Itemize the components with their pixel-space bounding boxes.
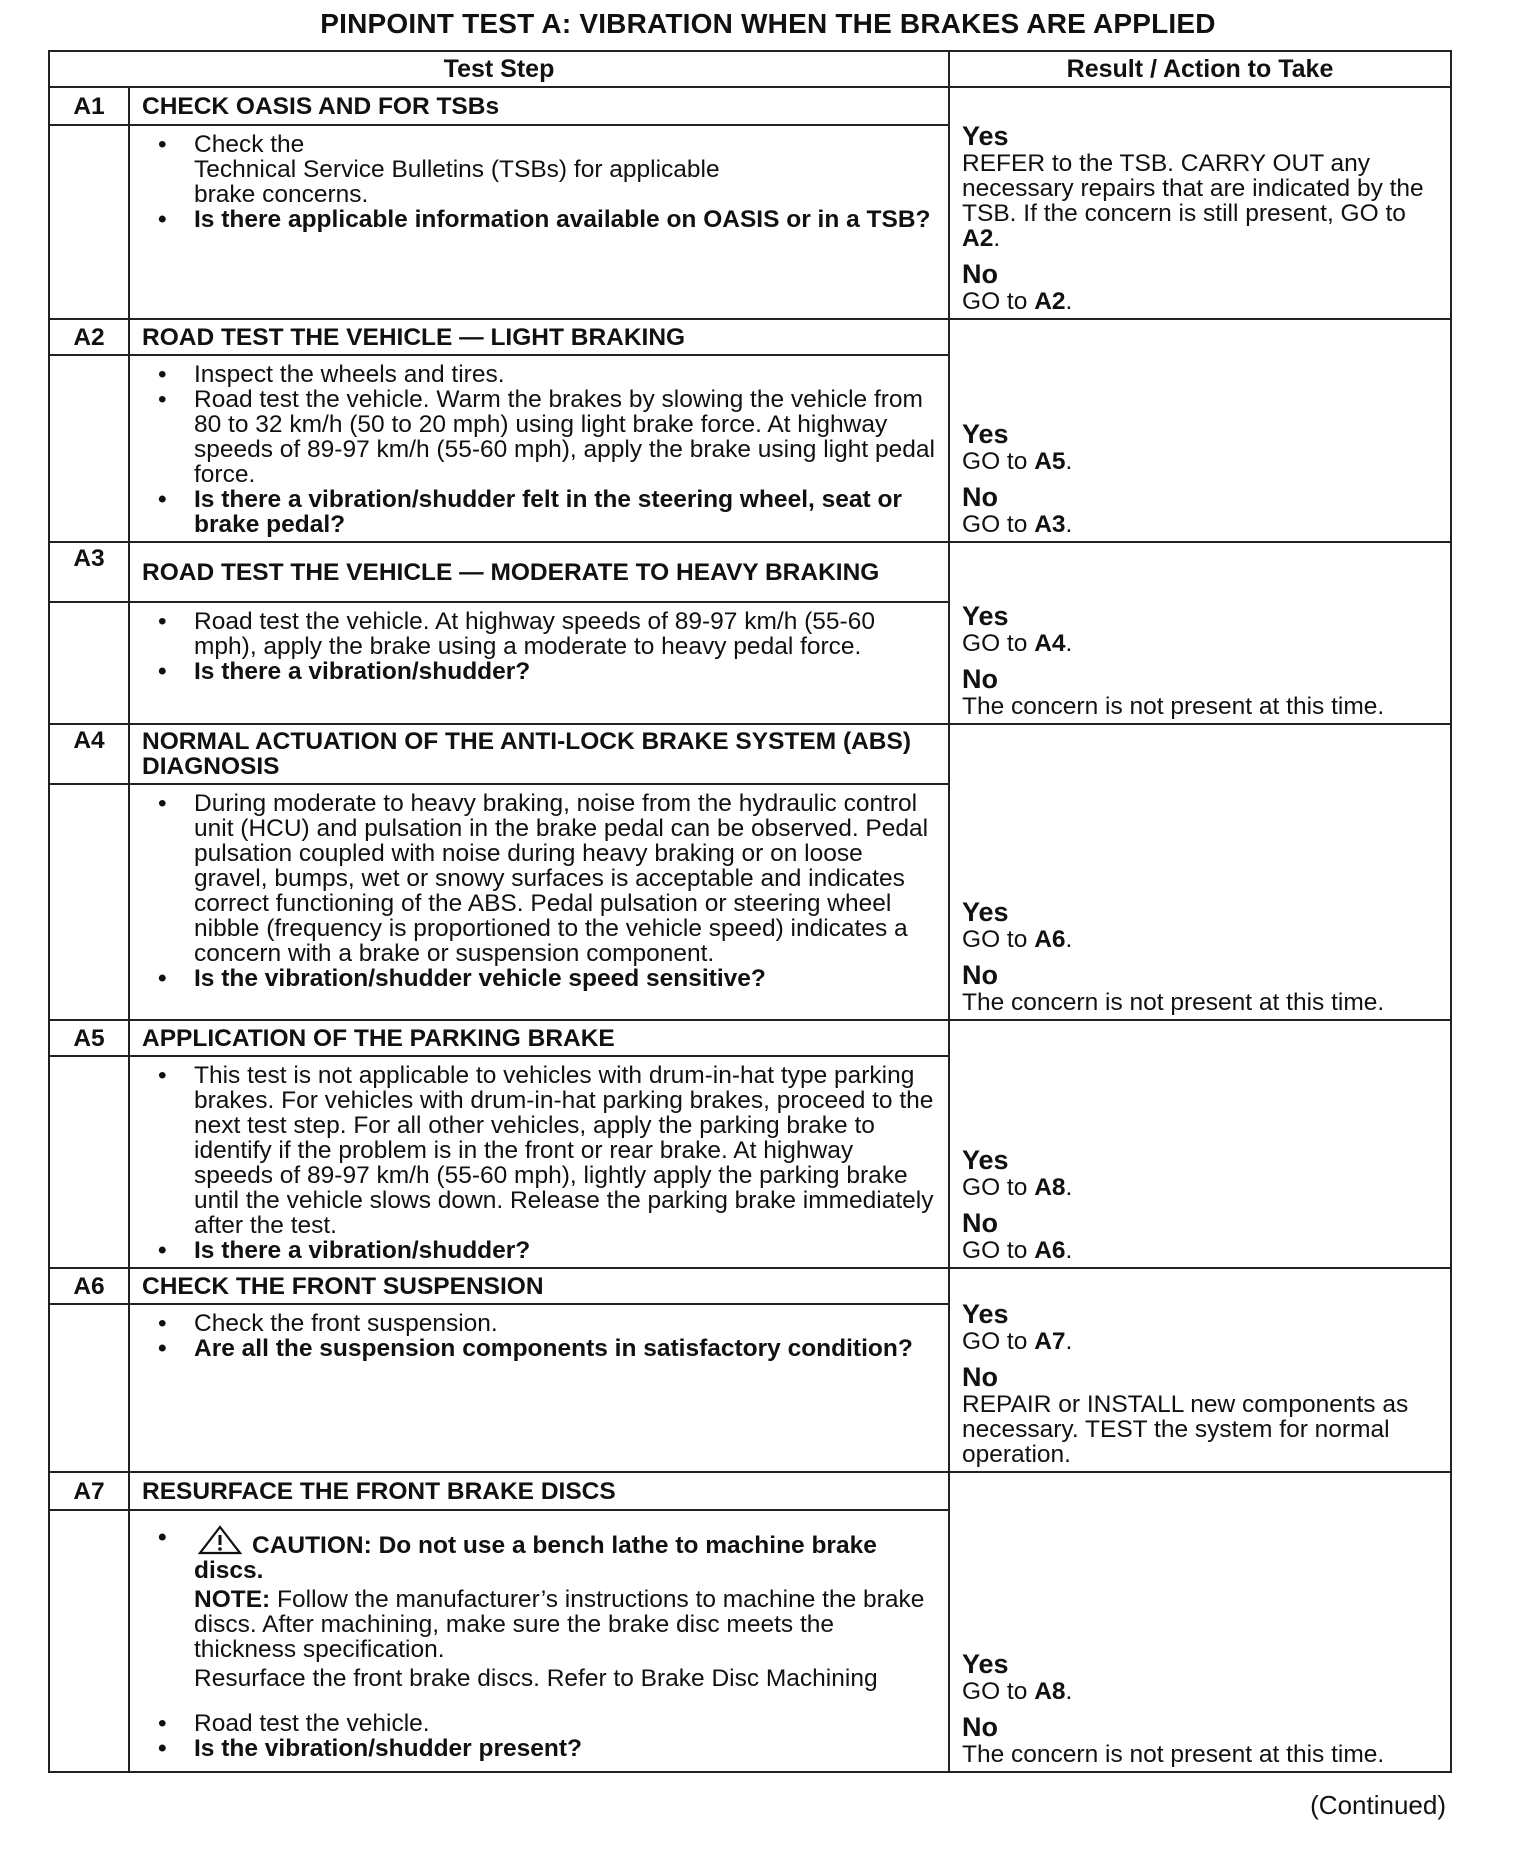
step-a4-heading-row [49,724,1451,784]
list-item: • Is there applicable information available on OASIS or in a TSB? [154,207,938,232]
step-a3-result [949,542,1451,724]
step-heading: RESURFACE THE FRONT BRAKE DISCS [129,1472,949,1510]
caution-triangle-icon [198,1525,242,1555]
no-label: No [962,664,999,694]
step-a6-result [949,1268,1451,1472]
resurface-instruction: Resurface the front brake discs. Refer to Brake Disc Machining [194,1665,878,1692]
step-body [129,1304,949,1472]
yes-action: GO to A7. [962,1328,1073,1355]
yes-action: REFER to the TSB. CARRY OUT any necessary repairs that are indicated by the TSB. If the concern is still present, GO to A2. [962,150,1424,252]
list-item: • Check the front suspension. [154,1311,938,1336]
step-id: A2 [49,319,129,355]
note: NOTE: Follow the manufacturer’s instructions to machine the brake discs. After machining, make sure the brake disc meets the thickness specification. [194,1586,925,1663]
step-heading: APPLICATION OF THE PARKING BRAKE [129,1020,949,1056]
step-a5-heading-row [49,1020,1451,1056]
no-label: No [962,259,999,289]
step-a4-result [949,724,1451,1020]
no-label: No [962,960,999,990]
step-body [129,125,949,319]
yes-label: Yes [962,121,1009,151]
yes-label: Yes [962,897,1009,927]
step-id: A7 [49,1472,129,1510]
step-a5-result [949,1020,1451,1268]
no-action: The concern is not present at this time. [962,989,1385,1016]
list-item: • Is the vibration/shudder present? [154,1736,938,1761]
step-body [129,1510,949,1772]
list-item [154,1525,938,1583]
step-id: A1 [49,87,129,125]
step-id: A3 [49,542,129,602]
no-label: No [962,1712,999,1742]
table-header-row [49,51,1451,87]
no-action: GO to A6. [962,1237,1073,1264]
step-id: A6 [49,1268,129,1304]
step-heading: CHECK THE FRONT SUSPENSION [129,1268,949,1304]
list-item: • Are all the suspension components in satisfactory condition? [154,1336,938,1361]
step-a1-result [949,87,1451,319]
step-body [129,602,949,724]
step-a7-result [949,1472,1451,1772]
step-a7-heading-row [49,1472,1451,1510]
list-item: • During moderate to heavy braking, noise from the hydraulic control unit (HCU) and pulsation in the brake pedal can be observed. Pedal pulsation coupled with noise during heavy braking or on loose gravel, bumps, wet or snowy surfaces is acceptable and indicates correct functioning of the ABS. Pedal pulsation or steering wheel nibble (frequency is proportioned to the vehicle speed) indicates a concern with a brake or suspension component. [154,791,938,966]
step-body [129,355,949,542]
yes-action: GO to A8. [962,1678,1073,1705]
no-action: REPAIR or INSTALL new components as necessary. TEST the system for normal operation. [962,1391,1409,1468]
yes-label: Yes [962,419,1009,449]
list-item: • Is there a vibration/shudder felt in the steering wheel, seat or brake pedal? [154,487,938,537]
no-label: No [962,1208,999,1238]
list-item: • Road test the vehicle. Warm the brakes by slowing the vehicle from 80 to 32 km/h (50 to 20 mph) using light brake force. At highway speeds of 89-97 km/h (55-60 mph), apply the brake using light pedal force. [154,387,938,487]
pinpoint-test-table [48,50,1452,1773]
yes-label: Yes [962,601,1009,631]
list-item: • Check the Technical Service Bulletins (TSBs) for applicable brake concerns. [154,132,938,207]
step-a2-heading-row [49,319,1451,355]
step-heading: ROAD TEST THE VEHICLE — MODERATE TO HEAVY BRAKING [129,542,949,602]
yes-label: Yes [962,1299,1009,1329]
list-item: • Is the vibration/shudder vehicle speed sensitive? [154,966,938,991]
step-a2-result [949,319,1451,542]
step-body [129,784,949,1020]
step-id: A5 [49,1020,129,1056]
list-item: • This test is not applicable to vehicles with drum-in-hat type parking brakes. For vehicles with drum-in-hat parking brakes, proceed to the next test step. For all other vehicles, apply the parking brake to identify if the problem is in the front or rear brake. At highway speeds of 89-97 km/h (55-60 mph), lightly apply the parking brake until the vehicle slows down. Release the parking brake immediately after the test. [154,1063,938,1238]
no-label: No [962,1362,999,1392]
no-action: The concern is not present at this time. [962,1741,1385,1768]
step-a1-heading-row [49,87,1451,125]
no-action: The concern is not present at this time. [962,693,1385,720]
list-item: • Inspect the wheels and tires. [154,362,938,387]
list-item: • Road test the vehicle. At highway speeds of 89-97 km/h (55-60 mph), apply the brake using a moderate to heavy pedal force. [154,609,938,659]
no-label: No [962,482,999,512]
continued-label: (Continued) [1310,1790,1446,1820]
list-item: • Is there a vibration/shudder? [154,1238,938,1263]
step-heading: CHECK OASIS AND FOR TSBs [129,87,949,125]
yes-action: GO to A6. [962,926,1073,953]
header-test-step: Test Step [49,51,949,87]
yes-action: GO to A8. [962,1174,1073,1201]
page-title: PINPOINT TEST A: VIBRATION WHEN THE BRAKES ARE APPLIED [320,8,1216,39]
caution-text: CAUTION: Do not use a bench lathe to machine brake discs. [194,1532,877,1584]
no-action: GO to A2. [962,288,1073,315]
step-a3-heading-row [49,542,1451,602]
list-item: • Is there a vibration/shudder? [154,659,938,684]
list-item: • Road test the vehicle. [154,1711,938,1736]
step-a6-heading-row [49,1268,1451,1304]
yes-label: Yes [962,1649,1009,1679]
step-heading: ROAD TEST THE VEHICLE — LIGHT BRAKING [129,319,949,355]
yes-action: GO to A4. [962,630,1073,657]
step-id: A4 [49,724,129,784]
no-action: GO to A3. [962,511,1073,538]
step-body [129,1056,949,1268]
yes-action: GO to A5. [962,448,1073,475]
yes-label: Yes [962,1145,1009,1175]
step-heading: NORMAL ACTUATION OF THE ANTI-LOCK BRAKE SYSTEM (ABS) DIAGNOSIS [129,724,949,784]
header-result: Result / Action to Take [949,51,1451,87]
